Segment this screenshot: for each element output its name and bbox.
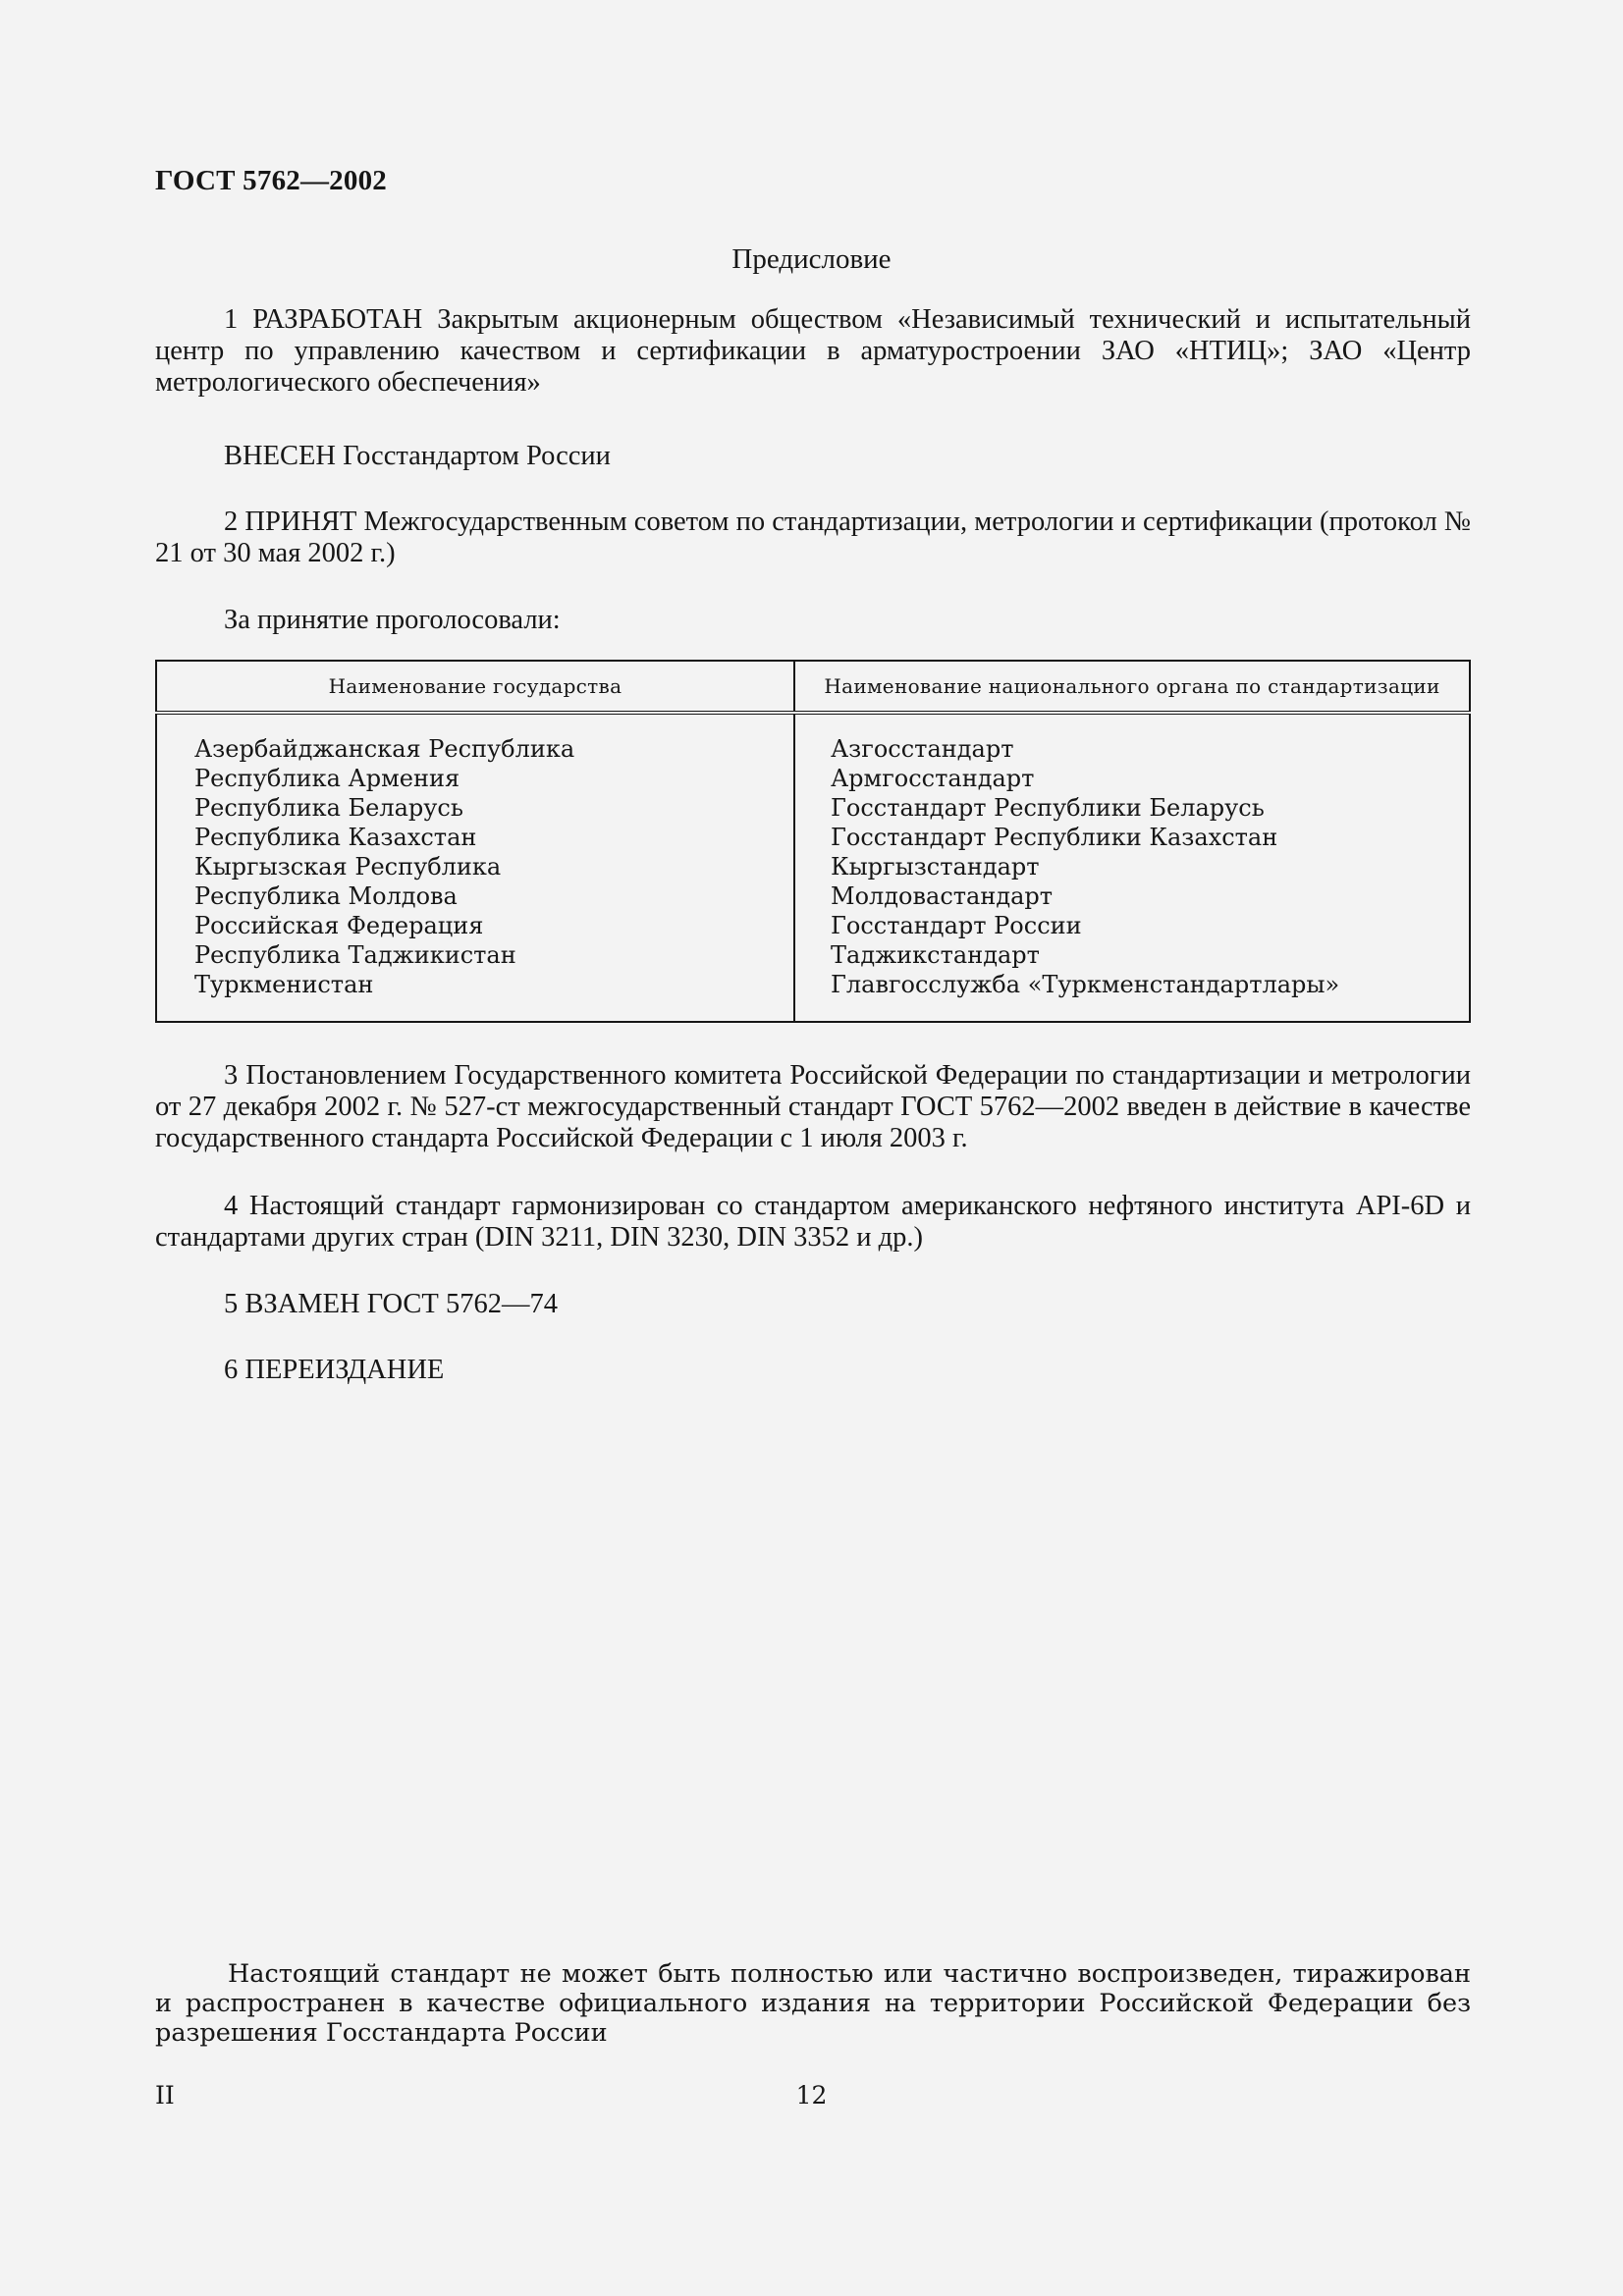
paragraph-3-decree: 3 Постановлением Государственного комитета Российской Федерации по стандартизации и метрологии от 27 декабря 2002 г. № 527-ст межгосударственный стандарт ГОСТ 5762—2002 введен в действие в качестве государственного стандарта Российской Федерации с 1 июля 2003 г.	[155, 1060, 1471, 1153]
copyright-notice: Настоящий стандарт не может быть полностью или частично воспроизведен, тиражирован и распространен в качестве официального издания на территории Российской Федерации без разрешения Госстандарта России	[155, 1959, 1471, 2048]
paragraph-2-adopted: 2 ПРИНЯТ Межгосударственным советом по стандартизации, метрологии и сертификации (протокол № 21 от 30 мая 2002 г.)	[155, 507, 1471, 568]
page-number: 12	[795, 2081, 828, 2109]
table-header-body: Наименование национального органа по стандартизации	[794, 661, 1470, 713]
standards-body-name: Кыргызстандарт	[831, 853, 1040, 881]
state-name: Азербайджанская Республика	[194, 735, 575, 763]
paragraph-4-harmonized: 4 Настоящий стандарт гармонизирован со стандартом американского нефтяного института API-6D и стандартами других стран (DIN 3211, DIN 3230, DIN 3352 и др.)	[155, 1191, 1471, 1253]
state-name: Республика Молдова	[194, 882, 458, 910]
standards-body-name: Армгосстандарт	[831, 765, 1035, 792]
standards-body-name: Госстандарт Республики Беларусь	[831, 794, 1265, 822]
paragraph-2-voted: За принятие проголосовали:	[224, 605, 561, 635]
state-name: Кыргызская Республика	[194, 853, 502, 881]
table-row	[156, 713, 1470, 1022]
paragraph-1-introduced: ВНЕСЕН Госстандартом России	[224, 441, 611, 471]
state-name: Республика Казахстан	[194, 824, 477, 851]
state-name: Республика Армения	[194, 765, 460, 792]
table-header-state: Наименование государства	[156, 661, 794, 713]
paragraph-1-developed: 1 РАЗРАБОТАН Закрытым акционерным обществом «Независимый технический и испытательный центр по управлению качеством и сертификации в арматуростроении ЗАО «НТИЦ»; ЗАО «Центр метрологического обеспечения»	[155, 304, 1471, 398]
states-column	[156, 713, 794, 1022]
table-header-row	[156, 661, 1470, 713]
bodies-column	[794, 713, 1470, 1022]
standards-body-name: Молдовастандарт	[831, 882, 1054, 910]
voting-table	[155, 660, 1471, 1023]
paragraph-6-reissue: 6 ПЕРЕИЗДАНИЕ	[224, 1355, 445, 1385]
standards-body-name: Госстандарт Республики Казахстан	[831, 824, 1278, 851]
document-code: ГОСТ 5762—2002	[155, 165, 387, 196]
state-name: Республика Таджикистан	[194, 941, 516, 969]
state-name: Республика Беларусь	[194, 794, 463, 822]
standards-body-name: Госстандарт России	[831, 912, 1082, 939]
section-title: Предисловие	[731, 243, 892, 275]
paragraph-5-replaces: 5 ВЗАМЕН ГОСТ 5762—74	[224, 1289, 558, 1319]
standards-body-name: Главгосслужба «Туркменстандартлары»	[831, 971, 1340, 998]
roman-page-number: II	[155, 2081, 175, 2109]
state-name: Российская Федерация	[194, 912, 484, 939]
state-name: Туркменистан	[194, 971, 374, 998]
standards-body-name: Таджикстандарт	[831, 941, 1040, 969]
standards-body-name: Азгосстандарт	[831, 735, 1014, 763]
